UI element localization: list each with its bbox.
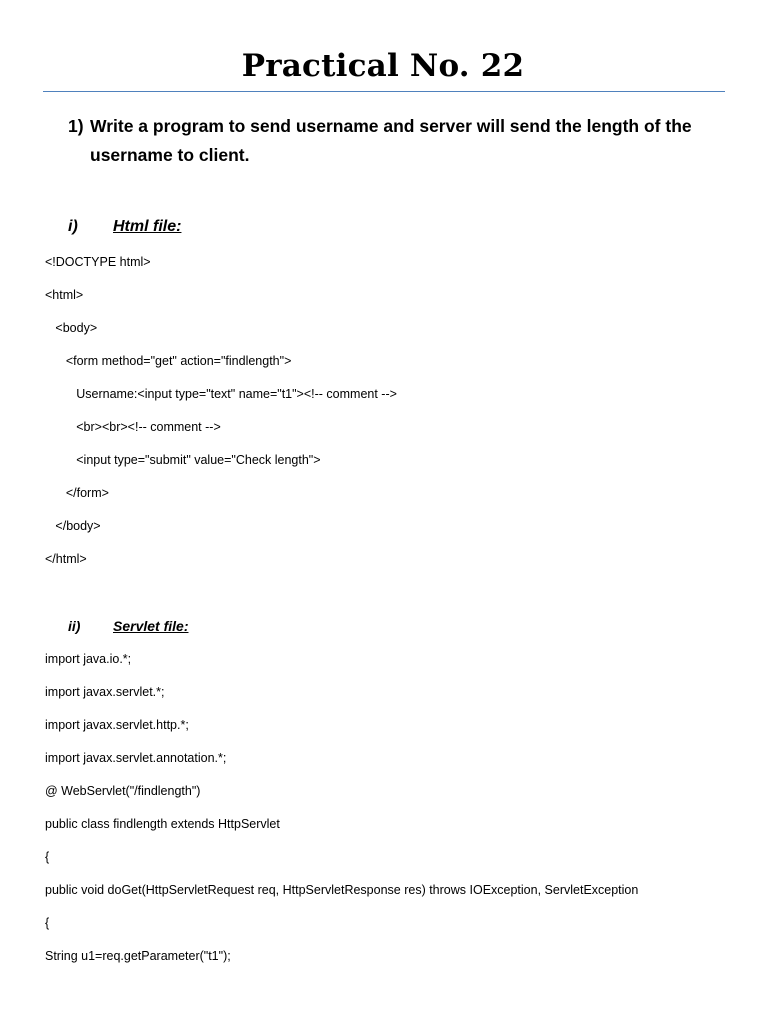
code-line: <html> [45,288,84,302]
code-line: <input type="submit" value="Check length"> [45,453,321,467]
code-line: import javax.servlet.*; [45,685,165,699]
question [68,112,728,170]
code-line: <!DOCTYPE html> [45,255,151,269]
code-line: </html> [45,552,87,566]
question-number: 1) [68,116,84,136]
code-line: { [45,850,50,864]
code-line: <br><br><!-- comment --> [45,420,221,434]
code-line: Username:<input type="text" name="t1"><!-- comment --> [45,387,397,401]
code-line: { [45,916,50,930]
code-line: </body> [45,519,101,533]
code-line: import javax.servlet.http.*; [45,718,189,732]
code-line: public class findlength extends HttpServlet [45,817,280,831]
code-line: import javax.servlet.annotation.*; [45,751,227,765]
section-number: i) [68,218,78,235]
code-line: </form> [45,486,109,500]
code-line: <form method="get" action="findlength"> [45,354,292,368]
section-heading: Html file: [113,218,182,235]
code-line: @ WebServlet("/findlength") [45,784,201,798]
page-title: Practical No. 22 [241,48,525,84]
code-line: <body> [45,321,98,335]
code-line: String u1=req.getParameter("t1"); [45,949,231,963]
code-line: public void doGet(HttpServletRequest req, HttpServletResponse res) throws IOException, ServletException [45,883,639,897]
code-line: import java.io.*; [45,652,132,666]
section-heading: Servlet file: [113,618,189,634]
section-number: ii) [68,618,81,634]
title-divider [43,91,725,92]
question-text: Write a program to send username and server will send the length of the username to client. [90,116,692,165]
